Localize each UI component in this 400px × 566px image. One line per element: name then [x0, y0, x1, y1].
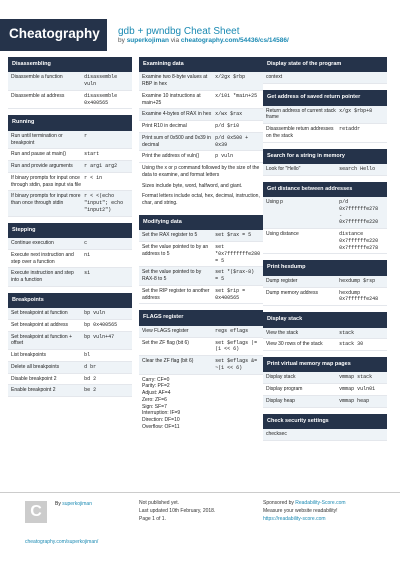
- row-description: View FLAGS register: [142, 327, 189, 334]
- table-row: [263, 197, 387, 229]
- section: [263, 149, 387, 176]
- row-command: vmmap vuln01: [339, 386, 376, 393]
- sponsor-link[interactable]: Readability-Score.com: [295, 500, 346, 506]
- row-command: set $rip = 0x400565: [215, 287, 246, 301]
- row-command: x/wx $rax: [215, 111, 243, 118]
- row-description: Return address of current stack frame: [266, 107, 336, 121]
- row-description: Run until termination or breakpoint: [11, 132, 63, 146]
- page-count: Page 1 of 1.: [139, 516, 166, 522]
- footer-meta: [139, 499, 215, 523]
- row-command: x/10i *main+25: [215, 92, 258, 99]
- row-command: p/d $r10: [215, 123, 240, 130]
- row-description: Display program: [266, 386, 303, 393]
- table-row: [8, 350, 132, 362]
- section-heading: Breakpoints: [8, 293, 132, 308]
- section: [263, 260, 387, 306]
- section-heading: Stepping: [8, 223, 132, 238]
- section-heading: Display state of the program: [263, 57, 387, 72]
- table-row: [263, 124, 387, 143]
- table-row: [263, 328, 387, 340]
- row-description: Examine 4-bytes of RAX in hex: [142, 111, 212, 118]
- section: [139, 57, 263, 209]
- row-description: Display heap: [266, 397, 295, 404]
- row-command: hexdump 0x7ffffffe248: [339, 289, 379, 303]
- row-command: regs eflags: [215, 327, 249, 334]
- row-description: Dump register: [266, 277, 298, 284]
- row-command: [339, 431, 384, 438]
- row-command: p vuln: [215, 153, 234, 160]
- table-row: [139, 133, 263, 152]
- section: [263, 357, 387, 408]
- row-command: x/2gx $rbp: [215, 74, 246, 81]
- row-description: Dump memory address: [266, 289, 318, 296]
- table-row: [139, 326, 263, 338]
- row-description: Display stack: [266, 374, 296, 381]
- row-command: d br: [84, 363, 97, 370]
- row-command: si: [84, 270, 91, 277]
- row-description: If binary prompts for input more than once through stdin: [11, 193, 81, 207]
- row-description: If binary prompts for input once through stdin, pass input via file: [11, 174, 82, 188]
- section-heading: Disassembling: [8, 57, 132, 72]
- table-row: [8, 362, 132, 374]
- row-command: [339, 74, 384, 81]
- row-command: p/d 0x500 + 0x39: [215, 134, 249, 148]
- table-row: [139, 338, 263, 357]
- table-row: [263, 276, 387, 288]
- row-description: checksec: [266, 431, 287, 438]
- table-row: [139, 109, 263, 121]
- table-row: [139, 356, 263, 375]
- table-row: [263, 164, 387, 176]
- column-3: [263, 57, 387, 447]
- table-row: [8, 131, 132, 150]
- section: [263, 312, 387, 351]
- section-heading: Get distance between addresses: [263, 182, 387, 197]
- footer-author-link[interactable]: superkojiman: [62, 501, 92, 507]
- row-description: Set breakpoint at address: [11, 321, 68, 328]
- row-description: Using p: [266, 199, 283, 206]
- row-command: be 2: [84, 387, 97, 394]
- row-description: Run and pause at main(): [11, 151, 67, 158]
- table-row: [8, 91, 132, 110]
- table-row: [139, 267, 263, 286]
- examining-note: Sizes include byte, word, halfword, and giant.: [142, 182, 243, 189]
- row-description: Print sum of 0x500 and 0x39 in decimal: [142, 134, 211, 148]
- row-description: List breakpoints: [11, 352, 47, 359]
- table-row: [263, 384, 387, 396]
- table-row: [263, 396, 387, 408]
- section: [139, 310, 263, 432]
- row-command: r < <(echo "input"; echo "input2"): [84, 193, 124, 213]
- table-row: [263, 339, 387, 351]
- row-description: Disassemble a function: [11, 74, 63, 81]
- table-row: [263, 106, 387, 125]
- row-command: retaddr: [339, 126, 361, 133]
- row-command: start: [84, 151, 100, 158]
- table-row: [263, 72, 387, 84]
- row-description: Set the value pointed to by an address to 5: [142, 244, 209, 257]
- table-row: [139, 72, 263, 91]
- row-description: Set the RAX register to 5: [142, 232, 198, 239]
- row-command: set $eflags &= ~(1 << 6): [215, 358, 258, 371]
- row-description: Set breakpoint at function: [11, 310, 68, 317]
- table-row: [8, 332, 132, 351]
- table-row: [263, 288, 387, 307]
- row-command: x/gx $rbp+8: [339, 107, 373, 114]
- row-description: Disable breakpoint 2: [11, 375, 57, 382]
- row-description: Set breakpoint at function + offset: [11, 333, 73, 347]
- section: [8, 57, 132, 109]
- header: [0, 0, 400, 50]
- row-command: disassemble 0x400565: [84, 92, 118, 106]
- section-heading: Display stack: [263, 312, 387, 327]
- row-description: View 30 rows of the stack: [266, 341, 323, 348]
- row-command: set $eflags |= (1 << 6): [215, 339, 258, 353]
- section: [8, 223, 132, 287]
- table-row: [8, 250, 132, 269]
- table-row: [139, 242, 263, 267]
- table-row: [8, 385, 132, 397]
- sponsor-url[interactable]: https://readability-score.com: [263, 516, 326, 522]
- section-heading: Examining data: [139, 57, 263, 72]
- row-description: Examine 10 instructions at main+25: [142, 92, 201, 106]
- section-heading: Print virtual memory map pages: [263, 357, 387, 372]
- section: [8, 293, 132, 397]
- row-command: bl: [84, 352, 91, 359]
- row-command: r < in: [84, 174, 103, 181]
- section: [263, 182, 387, 255]
- table-row: [8, 268, 132, 287]
- row-description: Print the address of vuln(): [142, 153, 200, 160]
- section: [139, 215, 263, 304]
- row-description: Continue execution: [11, 240, 54, 247]
- footer-sponsor: [263, 499, 346, 523]
- published-status: Not published yet.: [139, 500, 180, 506]
- table-row: [8, 374, 132, 386]
- row-command: c: [84, 240, 88, 247]
- table-row: [139, 121, 263, 133]
- row-description: context: [266, 74, 283, 81]
- row-description: Execute next instruction and step over a function: [11, 251, 74, 265]
- section-heading: Check security settings: [263, 414, 387, 429]
- row-description: Delete all breakpoints: [11, 363, 60, 370]
- section-heading: Print hexdump: [263, 260, 387, 275]
- row-description: Disassemble return addresses on the stack: [266, 126, 334, 139]
- table-row: [8, 191, 132, 216]
- row-description: Set the value pointed to by RAX-8 to 5: [142, 269, 202, 283]
- row-command: p/d 0x7ffffffe278 - 0x7ffffffe220: [339, 199, 379, 226]
- row-command: set $rax = 5: [215, 232, 252, 239]
- column-2: [139, 57, 263, 439]
- table-row: [139, 151, 263, 163]
- table-row: [139, 91, 263, 110]
- page-title: gdb + pwndbg Cheat Sheet: [118, 26, 240, 37]
- table-row: [139, 230, 263, 242]
- row-command: r: [84, 132, 88, 139]
- row-description: Clear the ZF flag (bit 6): [142, 358, 194, 365]
- section-heading: Modifying data: [139, 215, 263, 230]
- table-row: [8, 320, 132, 332]
- footer-author-url[interactable]: cheatography.com/superkojiman/: [25, 539, 99, 545]
- section: [263, 57, 387, 84]
- examining-note: Format letters include octal, hex, decimal, instruction, char, and string.: [142, 193, 260, 207]
- column-1: [8, 57, 132, 403]
- row-command: r arg1 arg2: [84, 163, 118, 170]
- row-description: Enable breakpoint 2: [11, 387, 56, 394]
- row-description: Set the ZF flag (bit 6): [142, 339, 189, 346]
- sponsor-tagline: Measure your website readability!: [263, 508, 338, 514]
- table-row: [263, 229, 387, 254]
- footer: [0, 492, 400, 566]
- section-heading: Get address of saved return pointer: [263, 90, 387, 105]
- row-command: set *0x7fffffffe280 = 5: [215, 244, 261, 264]
- section-heading: Running: [8, 115, 132, 130]
- section: [263, 414, 387, 441]
- section: [8, 115, 132, 216]
- row-command: disassemble vuln: [84, 74, 118, 88]
- table-row: [8, 238, 132, 250]
- section-heading: Search for a string in memory: [263, 149, 387, 164]
- row-command: search Hello: [339, 166, 376, 173]
- row-command: bd 2: [84, 375, 97, 382]
- flag-bits-list: Carry: CF=0 Parity: PF=2 Adjust: AF=4 Zero: ZF=6 Sign: SF=7 Interruption: IF=9 Direction: DF=10 Overflow: OF=11: [142, 376, 181, 430]
- author-link[interactable]: superkojiman: [126, 37, 169, 44]
- examining-note: Using the x or p command followed by the size of the data to examine, and format letters: [142, 165, 260, 178]
- table-row: [8, 149, 132, 161]
- row-description: Run and provide arguments: [11, 163, 73, 170]
- row-description: Set the RIP register to another address: [142, 287, 210, 301]
- row-description: Look for "Hello": [266, 166, 301, 173]
- row-command: bp vuln+47: [84, 333, 115, 340]
- row-command: vmmap stack: [339, 374, 373, 381]
- row-command: bp vuln: [84, 310, 106, 317]
- sheet-url-link[interactable]: cheatography.com/54436/cs/14586/: [180, 37, 289, 44]
- byline: by superkojiman via cheatography.com/54436/cs/14586/: [118, 37, 289, 44]
- table-row: [8, 72, 132, 91]
- section: [263, 90, 387, 142]
- table-row: [8, 308, 132, 320]
- table-row: [263, 372, 387, 384]
- section-heading: FLAGS register: [139, 310, 263, 325]
- row-command: set *($rax-8) = 5: [215, 269, 255, 283]
- row-description: Using distance: [266, 231, 299, 238]
- row-description: View the stack: [266, 329, 299, 336]
- row-description: Execute instruction and step into a function: [11, 270, 74, 284]
- row-command: stack 30: [339, 341, 364, 348]
- last-updated: Last updated 10th February, 2018.: [139, 508, 216, 514]
- sponsor-line: Sponsored by Readability-Score.com: [263, 500, 346, 506]
- row-command: hexdump $rsp: [339, 277, 376, 284]
- row-description: Examine two 8-byte values at RBP in hex: [142, 74, 208, 88]
- row-description: Disassemble at address: [11, 92, 65, 99]
- row-command: stack: [339, 329, 355, 336]
- row-command: ni: [84, 251, 91, 258]
- table-row: [8, 161, 132, 173]
- row-command: bp 0x400565: [84, 321, 118, 328]
- footer-author: By superkojiman: [55, 501, 92, 507]
- table-row: [139, 286, 263, 305]
- cheatography-logo[interactable]: Cheatography: [0, 19, 107, 51]
- author-avatar: C: [25, 501, 47, 523]
- row-command: vmmap heap: [339, 397, 370, 404]
- table-row: [8, 173, 132, 192]
- table-row: [263, 429, 387, 441]
- row-description: Print R10 in decimal: [142, 123, 187, 130]
- row-command: distance 0x7ffffffe220 0x7ffffffe278: [339, 231, 379, 251]
